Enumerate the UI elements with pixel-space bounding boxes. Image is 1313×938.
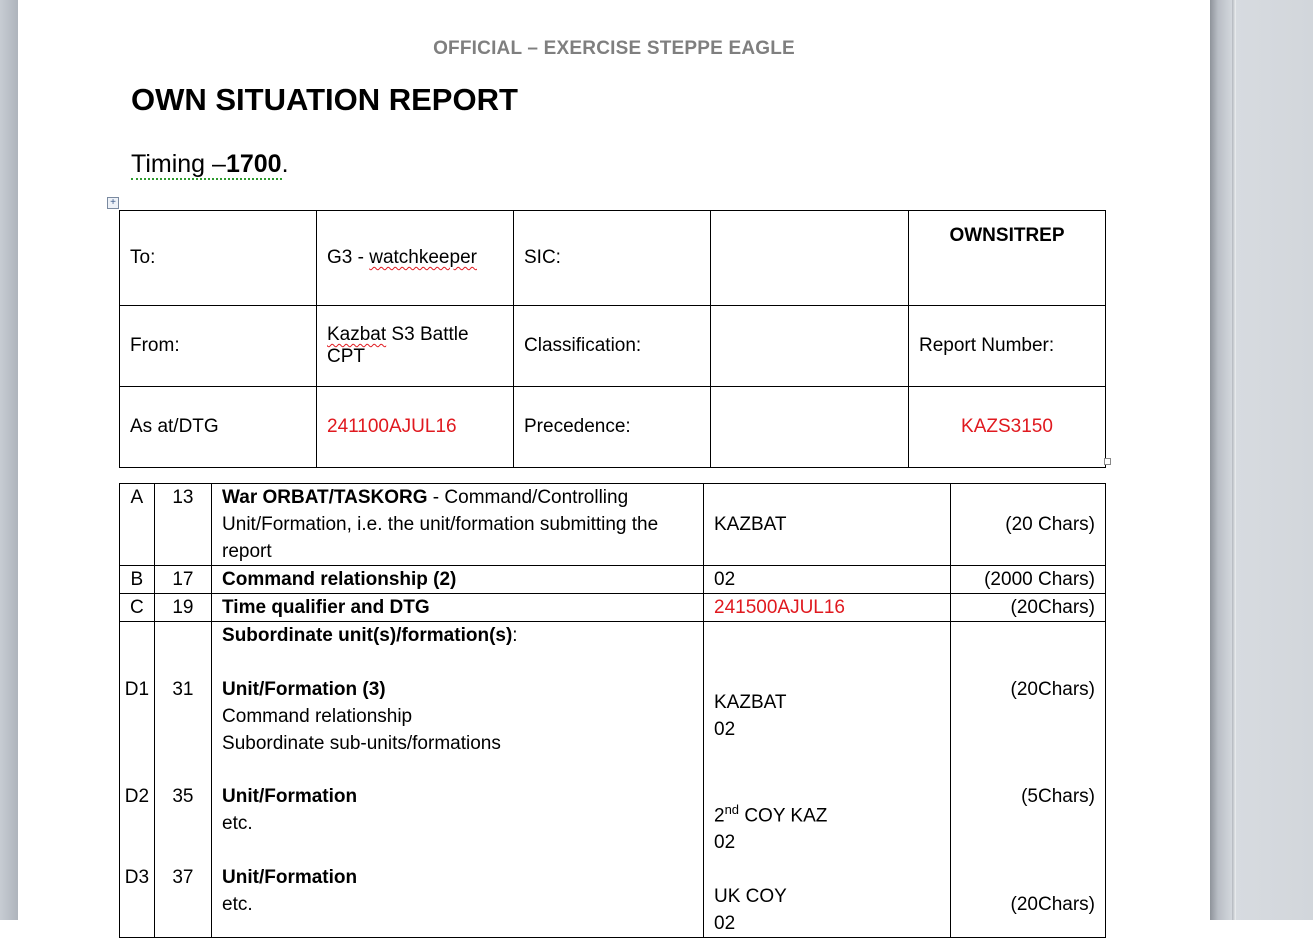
d2-letter: D2 xyxy=(124,786,150,807)
dtg-value: 241100AJUL16 xyxy=(317,387,514,468)
d3-letter: D3 xyxy=(124,867,150,888)
to-label: To: xyxy=(120,211,317,306)
timing-period: . xyxy=(281,150,289,178)
workspace-right-margin xyxy=(1210,0,1313,920)
row-description: Time qualifier and DTG xyxy=(212,594,704,622)
d2-value2: 02 xyxy=(714,832,736,854)
d2-line2: etc. xyxy=(222,813,253,834)
d1-letter: D1 xyxy=(124,679,150,700)
row-limit: (20Chars) xyxy=(950,594,1106,622)
row-number: 17 xyxy=(154,566,211,594)
workspace-left-margin xyxy=(0,0,18,920)
table-row xyxy=(120,622,1106,938)
classification-banner: OFFICIAL – EXERCISE STEPPE EAGLE xyxy=(433,38,795,59)
sic-value[interactable] xyxy=(711,211,909,306)
d1-value1: KAZBAT xyxy=(714,692,787,713)
row-limit: (2000 Chars) xyxy=(950,566,1106,594)
from-label: From: xyxy=(120,306,317,387)
row-number: 13 xyxy=(154,484,211,566)
row-limit: (20 Chars) xyxy=(950,484,1106,566)
row-description: Command relationship (2) xyxy=(212,566,704,594)
document-page[interactable] xyxy=(18,0,1210,935)
d3-value2: 02 xyxy=(714,913,736,935)
timing-label: Timing xyxy=(131,150,206,178)
row-number: 19 xyxy=(154,594,211,622)
d1-line1: Unit/Formation (3) xyxy=(222,679,386,700)
to-value: G3 - watchkeeper xyxy=(317,211,514,306)
subordinate-values[interactable] xyxy=(704,622,951,938)
report-type: OWNSITREP xyxy=(909,211,1106,306)
table-move-handle-icon[interactable]: + xyxy=(107,197,119,209)
row-value[interactable]: 241500AJUL16 xyxy=(704,594,951,622)
d3-line2: etc. xyxy=(222,894,253,915)
timing-dash: – xyxy=(205,150,226,178)
table-row xyxy=(120,484,1106,566)
header-table[interactable] xyxy=(119,210,1106,468)
report-number-label: Report Number: xyxy=(909,306,1106,387)
timing-line[interactable] xyxy=(131,150,289,179)
table-resize-handle-icon[interactable] xyxy=(1104,458,1111,465)
d2-value1: 2nd COY KAZ xyxy=(714,802,828,827)
subordinate-heading: Subordinate unit(s)/formation(s) xyxy=(222,625,513,646)
from-value: Kazbat S3 Battle CPT xyxy=(317,306,514,387)
precedence-label: Precedence: xyxy=(514,387,711,468)
d1-value2: 02 xyxy=(714,719,736,740)
precedence-value[interactable] xyxy=(711,387,909,468)
table-row xyxy=(120,594,1106,622)
row-value[interactable]: KAZBAT xyxy=(704,484,951,566)
sic-label: SIC: xyxy=(514,211,711,306)
d1-line2: Command relationship xyxy=(222,706,413,727)
dtg-label: As at/DTG xyxy=(120,387,317,468)
row-letter: B xyxy=(120,566,155,594)
d3-line1: Unit/Formation xyxy=(222,867,358,888)
d1-line3: Subordinate sub-units/formations xyxy=(222,733,501,754)
row-letter: C xyxy=(120,594,155,622)
d3-value1: UK COY xyxy=(714,886,787,908)
row-value[interactable]: 02 xyxy=(704,566,951,594)
subordinate-limits xyxy=(950,622,1106,938)
d3-limit: (20Chars) xyxy=(1010,894,1095,915)
d1-number: 31 xyxy=(172,679,194,700)
table-row xyxy=(120,211,1106,306)
report-table[interactable] xyxy=(119,483,1106,938)
report-number-value: KAZS3150 xyxy=(909,387,1106,468)
d3-number: 37 xyxy=(172,867,194,888)
row-description: War ORBAT/TASKORG - Command/Controlling Unit/Formation, i.e. the unit/formation submitting the report xyxy=(212,484,704,566)
row-letter: A xyxy=(120,484,155,566)
d1-limit: (20Chars) xyxy=(1010,679,1095,700)
row-numbers xyxy=(154,622,211,938)
subordinate-description: Subordinate unit(s)/formation(s): Unit/Formation (3) Command relationship Subordinate sub-units/formations Unit/Formation etc. Unit/Formation etc. xyxy=(212,622,704,938)
d2-number: 35 xyxy=(172,786,194,807)
row-letters xyxy=(120,622,155,938)
classification-label: Classification: xyxy=(514,306,711,387)
timing-value: 1700 xyxy=(225,150,282,178)
table-row xyxy=(120,387,1106,468)
table-row xyxy=(120,306,1106,387)
document-title[interactable]: OWN SITUATION REPORT xyxy=(131,82,518,117)
table-row xyxy=(120,566,1106,594)
d2-line1: Unit/Formation xyxy=(222,786,358,807)
d2-limit: (5Chars) xyxy=(1021,786,1095,807)
classification-value[interactable] xyxy=(711,306,909,387)
